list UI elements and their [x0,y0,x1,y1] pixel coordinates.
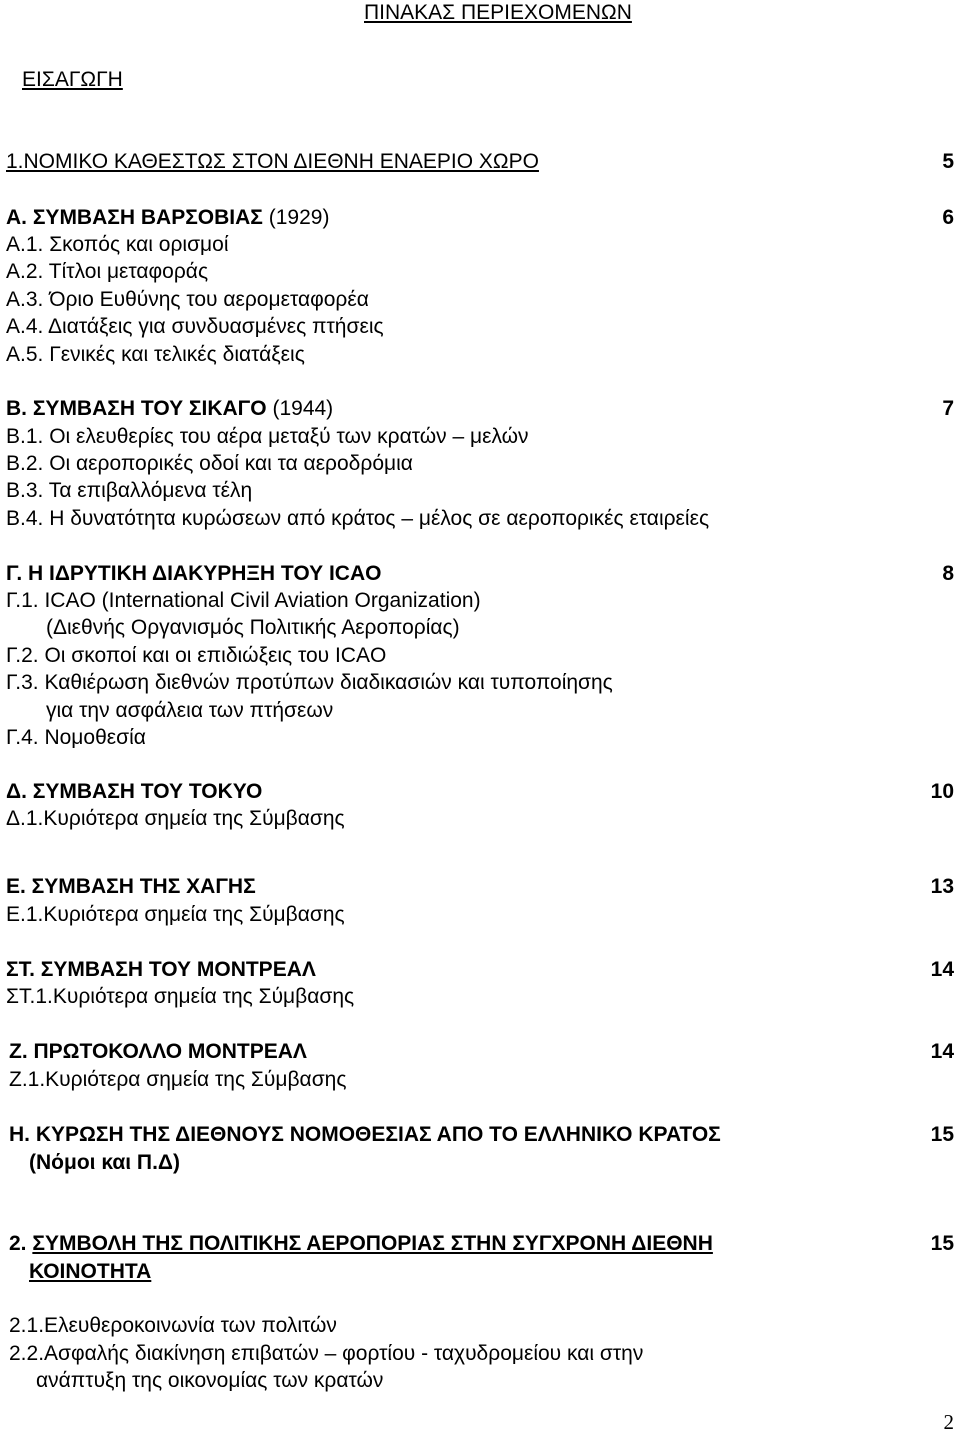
toc-item: Β.3. Τα επιβαλλόμενα τέλη [6,479,253,502]
toc-item: Β.4. Η δυνατότητα κυρώσεων από κράτος – μέλος σε αεροπορικές εταιρείες [6,507,710,530]
section-g-page: 8 [942,562,954,585]
toc-item: Α.2. Τίτλοι μεταφοράς [6,260,209,283]
toc-item: Β.1. Οι ελευθερίες του αέρα μεταξύ των κρατών – μελών [6,425,529,448]
toc-item-continued: (Διεθνής Οργανισμός Πολιτικής Αεροπορίας) [46,616,460,639]
toc-title: ΠΙΝΑΚΑΣ ΠΕΡΙΕΧΟΜΕΝΩΝ [364,1,632,24]
intro-heading: ΕΙΣΑΓΩΓΗ [22,68,123,91]
section-h-heading-continued: (Νόμοι και Π.Δ) [29,1151,181,1174]
toc-item: ΣΤ.1.Κυριότερα σημεία της Σύμβασης [6,985,355,1008]
section-d-page: 10 [930,780,954,803]
chapter-2-heading-continued: ΚΟΙΝΟΤΗΤΑ [29,1260,152,1283]
section-z-heading: Ζ. ΠΡΩΤΟΚΟΛΛΟ ΜΟΝΤΡΕΑΛ [9,1040,307,1063]
section-h-heading: Η. ΚΥΡΩΣΗ ΤΗΣ ΔΙΕΘΝΟΥΣ ΝΟΜΟΘΕΣΙΑΣ ΑΠΟ ΤΟ ΕΛΛΗΝΙΚΟ ΚΡΑΤΟΣ [9,1123,721,1146]
toc-item: Α.1. Σκοπός και ορισμοί [6,233,229,256]
chapter-1-heading: 1.ΝΟΜΙΚΟ ΚΑΘΕΣΤΩΣ ΣΤΟΝ ΔΙΕΘΝΗ ΕΝΑΕΡΙΟ ΧΩΡΟ [6,150,539,173]
section-st-page: 14 [930,958,954,981]
section-a-heading: Α. ΣΥΜΒΑΣΗ ΒΑΡΣΟΒΙΑΣ (1929) [6,206,330,229]
section-h-page: 15 [930,1123,954,1146]
chapter-2-page: 15 [930,1232,954,1255]
section-e-heading: Ε. ΣΥΜΒΑΣΗ ΤΗΣ ΧΑΓΗΣ [6,875,256,898]
section-z-page: 14 [930,1040,954,1063]
section-e-page: 13 [930,875,954,898]
section-d-heading: Δ. ΣΥΜΒΑΣΗ ΤΟΥ ΤΟΚΥΟ [6,780,263,803]
section-b-page: 7 [942,397,954,420]
toc-item: Α.4. Διατάξεις για συνδυασμένες πτήσεις [6,315,384,338]
toc-item: Ε.1.Κυριότερα σημεία της Σύμβασης [6,903,345,926]
chapter-2-heading: 2. ΣΥΜΒΟΛΗ ΤΗΣ ΠΟΛΙΤΙΚΗΣ ΑΕΡΟΠΟΡΙΑΣ ΣΤΗΝ ΣΥΓΧΡΟΝΗ ΔΙΕΘΝΗ [9,1232,713,1255]
toc-item: Γ.4. Νομοθεσία [6,726,146,749]
page-number: 2 [943,1410,954,1434]
toc-item: Α.3. Όριο Ευθύνης του αερομεταφορέα [6,288,369,311]
toc-item: Γ.3. Καθιέρωση διεθνών προτύπων διαδικασιών και τυποποίησης [6,671,613,694]
toc-item: 2.1.Ελευθεροκοινωνία των πολιτών [9,1314,337,1337]
section-b-heading: Β. ΣΥΜΒΑΣΗ ΤΟΥ ΣΙΚΑΓΟ (1944) [6,397,334,420]
toc-item: Ζ.1.Κυριότερα σημεία της Σύμβασης [9,1068,347,1091]
toc-item: Γ.2. Οι σκοποί και οι επιδιώξεις του ICAO [6,644,387,667]
toc-item-continued: ανάπτυξη της οικονομίας των κρατών [36,1369,384,1392]
toc-item-continued: για την ασφάλεια των πτήσεων [46,699,334,722]
toc-item: 2.2.Ασφαλής διακίνηση επιβατών – φορτίου - ταχυδρομείου και στην [9,1342,644,1365]
section-g-heading: Γ. Η ΙΔΡΥΤΙΚΗ ΔΙΑΚΥΡΗΞΗ ΤΟΥ ICAO [6,562,382,585]
section-st-heading: ΣΤ. ΣΥΜΒΑΣΗ ΤΟΥ ΜΟΝΤΡΕΑΛ [6,958,316,981]
section-a-page: 6 [942,206,954,229]
toc-item: Γ.1. ICAO (International Civil Aviation Organization) [6,589,481,612]
toc-item: Β.2. Οι αεροπορικές οδοί και τα αεροδρόμια [6,452,413,475]
toc-item: Δ.1.Κυριότερα σημεία της Σύμβασης [6,807,345,830]
toc-item: Α.5. Γενικές και τελικές διατάξεις [6,343,305,366]
chapter-1-page: 5 [942,150,954,173]
